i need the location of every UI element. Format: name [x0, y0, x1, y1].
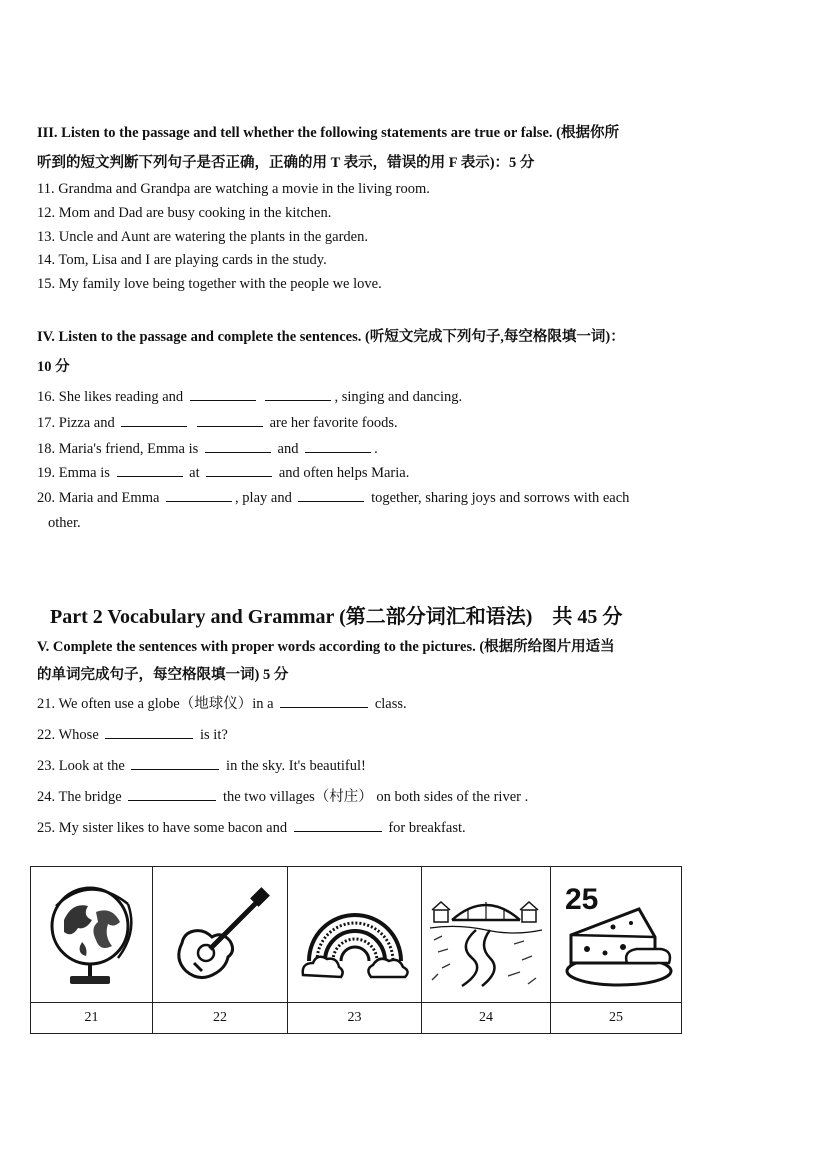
blank-19b[interactable] — [206, 462, 272, 477]
q18-text-b: and — [277, 441, 299, 457]
blank-24[interactable] — [128, 786, 216, 801]
statement-14: 14. Tom, Lisa and I are playing cards in the study. — [37, 252, 327, 268]
q19-text-a: 19. Emma is — [37, 465, 110, 481]
globe-icon — [42, 876, 142, 994]
q17-text-a: 17. Pizza and — [37, 415, 115, 431]
section5-heading-line2: 的单词完成句子，每空格限填一词) 5 分 — [37, 667, 289, 683]
blank-18b[interactable] — [305, 438, 371, 453]
blank-20b[interactable] — [298, 487, 364, 502]
q23-text-b: in the sky. It's beautiful! — [226, 758, 366, 774]
section3-heading-line2: 听到的短文判断下列句子是否正确，正确的用 T 表示，错误的用 F 表示)：5 分 — [37, 155, 535, 171]
cheese-picture-label: 25 — [565, 882, 599, 916]
question-23 — [37, 755, 366, 775]
picture-number-24: 24 — [422, 1003, 551, 1033]
question-20-continuation: other. — [48, 515, 81, 531]
section3-heading-line1: III. Listen to the passage and tell whether the following statements are true or false. (根据你所 — [37, 125, 619, 141]
guitar-icon — [164, 885, 276, 985]
blank-20a[interactable] — [166, 487, 232, 502]
question-20 — [37, 487, 629, 507]
q18-text-a: 18. Maria's friend, Emma is — [37, 441, 199, 457]
question-16 — [37, 386, 462, 406]
q17-text-b: are her favorite foods. — [269, 415, 398, 431]
statement-12: 12. Mom and Dad are busy cooking in the kitchen. — [37, 205, 332, 221]
q22-text-a: 22. Whose — [37, 727, 99, 743]
question-24 — [37, 786, 528, 806]
q25-text-b: for breakfast. — [388, 820, 466, 836]
section4-heading-line2: 10 分 — [37, 359, 70, 375]
q23-text-a: 23. Look at the — [37, 758, 125, 774]
q16-text-b: , singing and dancing. — [334, 389, 463, 405]
section4-heading-line1: IV. Listen to the passage and complete the sentences. (听短文完成下列句子,每空格限填一词)： — [37, 329, 625, 345]
picture-number-21: 21 — [31, 1003, 153, 1033]
blank-17b[interactable] — [197, 412, 263, 427]
blank-16b[interactable] — [265, 386, 331, 401]
section5-heading-line1: V. Complete the sentences with proper words according to the pictures. (根据所给图片用适当 — [37, 639, 615, 655]
picture-number-22: 22 — [153, 1003, 288, 1033]
question-18 — [37, 438, 378, 458]
q25-text-a: 25. My sister likes to have some bacon and — [37, 820, 288, 836]
part2-title: Part 2 Vocabulary and Grammar (第二部分词汇和语法) 共 45 分 — [50, 606, 623, 628]
statement-13: 13. Uncle and Aunt are watering the plants in the garden. — [37, 229, 368, 245]
statement-11: 11. Grandma and Grandpa are watching a movie in the living room. — [37, 181, 430, 197]
blank-23[interactable] — [131, 755, 219, 770]
question-22 — [37, 724, 228, 744]
q22-text-b: is it? — [200, 727, 228, 743]
q21-text-a: 21. We often use a globe（地球仪）in a — [37, 696, 274, 712]
blank-25[interactable] — [294, 817, 382, 832]
blank-16a[interactable] — [190, 386, 256, 401]
question-17 — [37, 412, 398, 432]
blank-19a[interactable] — [117, 462, 183, 477]
q16-text-a: 16. She likes reading and — [37, 389, 184, 405]
statement-15: 15. My family love being together with the people we love. — [37, 276, 382, 292]
blank-18a[interactable] — [205, 438, 271, 453]
blank-22[interactable] — [105, 724, 193, 739]
cheese-icon — [557, 879, 675, 991]
picture-cell-21 — [31, 867, 153, 1003]
question-25 — [37, 817, 466, 837]
q20-text-b: , play and — [235, 490, 292, 506]
question-19 — [37, 462, 409, 482]
rainbow-icon — [299, 887, 411, 983]
q19-text-b: at — [189, 465, 200, 481]
blank-17a[interactable] — [121, 412, 187, 427]
picture-cell-22 — [153, 867, 288, 1003]
q21-text-b: class. — [374, 696, 407, 712]
bridge-icon — [428, 880, 544, 990]
picture-cell-24 — [422, 867, 551, 1003]
q20-text-c: together, sharing joys and sorrows with each — [371, 490, 630, 506]
picture-cell-25 — [551, 867, 681, 1003]
question-21 — [37, 693, 407, 713]
q24-text-a: 24. The bridge — [37, 789, 122, 805]
q19-text-c: and often helps Maria. — [278, 465, 410, 481]
picture-table — [30, 866, 682, 1034]
picture-cell-23 — [288, 867, 422, 1003]
picture-number-25: 25 — [609, 1010, 623, 1025]
q18-text-c: . — [374, 441, 378, 457]
blank-21[interactable] — [280, 693, 368, 708]
picture-number-23: 23 — [288, 1003, 422, 1033]
q20-text-a: 20. Maria and Emma — [37, 490, 160, 506]
q24-text-b: the two villages（村庄） on both sides of the river . — [222, 789, 529, 805]
